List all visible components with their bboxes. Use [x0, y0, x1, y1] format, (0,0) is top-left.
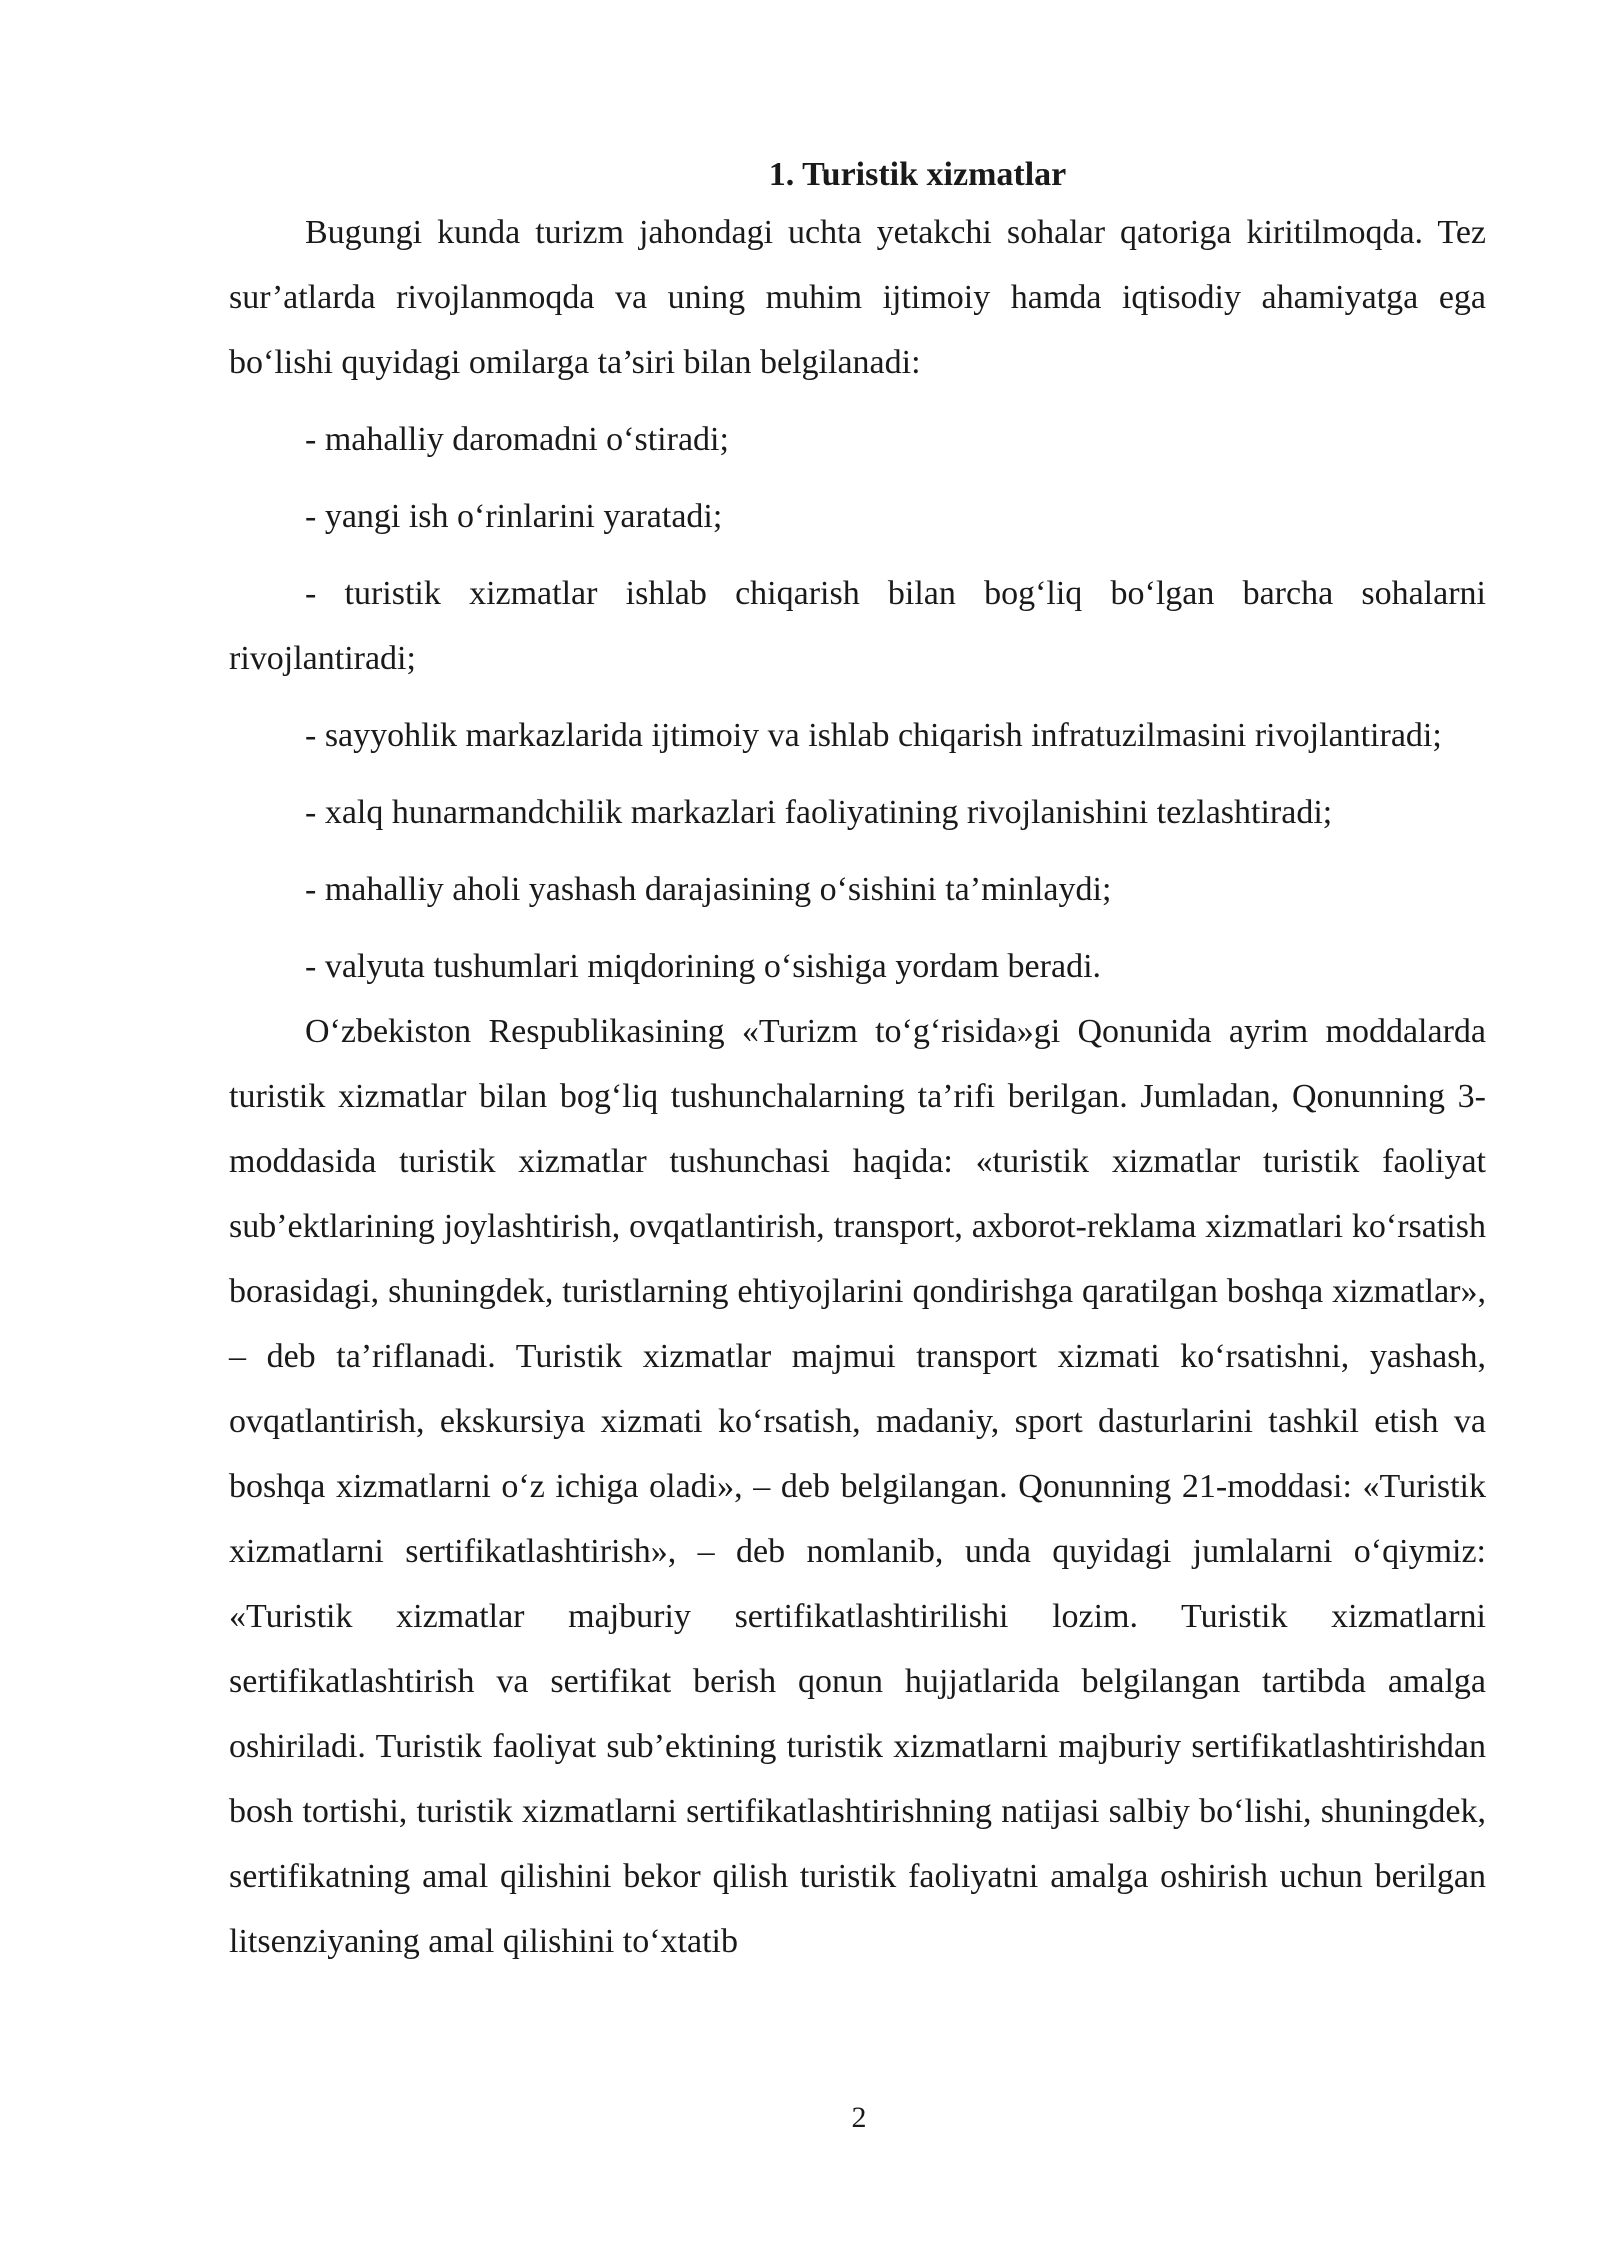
- page-number: 2: [851, 2101, 867, 2134]
- bullet-item-7: - valyuta tushumlari miqdorining o‘sishiga yordam beradi.: [305, 948, 1102, 985]
- section-title: 1. Turistik xizmatlar: [768, 156, 1067, 193]
- bullet-item-2: - yangi ish o‘rinlarini yaratadi;: [305, 498, 723, 535]
- bullet-item-6: - mahalliy aholi yashash darajasining o‘sishini ta’minlaydi;: [305, 871, 1112, 908]
- bullet-item-3: - turistik xizmatlar ishlab chiqarish bilan bog‘liq bo‘lgan barcha sohalarni rivojlantiradi;: [229, 575, 1486, 677]
- page-content: [229, 150, 1486, 1974]
- body-paragraph: O‘zbekiston Respublikasining «Turizm to‘g‘risida»gi Qonunida ayrim moddalarda turistik xizmatlar bilan bog‘liq tushunchalarning ta’rifi berilgan. Jumladan, Qonunning 3-moddasida turistik xizmatlar tushunchasi haqida: «turistik xizmatlar turistik faoliyat sub’ektlarining joylashtirish, ovqatlantirish, transport, axborot-reklama xizmatlari ko‘rsatish borasidagi, shuningdek, turistlarning ehtiyojlarini qondirishga qaratilgan boshqa xizmatlar», – deb ta’riflanadi. Turistik xizmatlar majmui transport xizmati ko‘rsatishni, yashash, ovqatlantirish, ekskursiya xizmati ko‘rsatish, madaniy, sport dasturlarini tashkil etish va boshqa xizmatlarni o‘z ichiga oladi», – deb belgilangan. Qonunning 21-moddasi: «Turistik xizmatlarni sertifikatlashtirish», – deb nomlanib, unda quyidagi jumlalarni o‘qiymiz: «Turistik xizmatlar majburiy sertifikatlashtirilishi lozim. Turistik xizmatlarni sertifikatlashtirish va sertifikat berish qonun hujjatlarida belgilangan tartibda amalga oshiriladi. Turistik faoliyat sub’ektining turistik xizmatlarni majburiy sertifikatlashtirishdan bosh tortishi, turistik xizmatlarni sertifikatlashtirishning natijasi salbiy bo‘lishi, shuningdek, sertifikatning amal qilishini bekor qilish turistik faoliyatni amalga oshirish uchun berilgan litsenziyaning amal qilishini to‘xtatib: [229, 1013, 1486, 1960]
- bullet-item-1: - mahalliy daromadni o‘stiradi;: [305, 421, 729, 458]
- bullet-item-4: - sayyohlik markazlarida ijtimoiy va ishlab chiqarish infratuzilmasini rivojlantiradi;: [305, 717, 1442, 754]
- intro-paragraph: Bugungi kunda turizm jahondagi uchta yetakchi sohalar qatoriga kiritilmoqda. Tez sur’atlarda rivojlanmoqda va uning muhim ijtimoiy hamda iqtisodiy ahamiyatga ega bo‘lishi quyidagi omilarga ta’siri bilan belgilanadi:: [229, 214, 1486, 381]
- bullet-item-5: - xalq hunarmandchilik markazlari faoliyatining rivojlanishini tezlashtiradi;: [305, 794, 1333, 831]
